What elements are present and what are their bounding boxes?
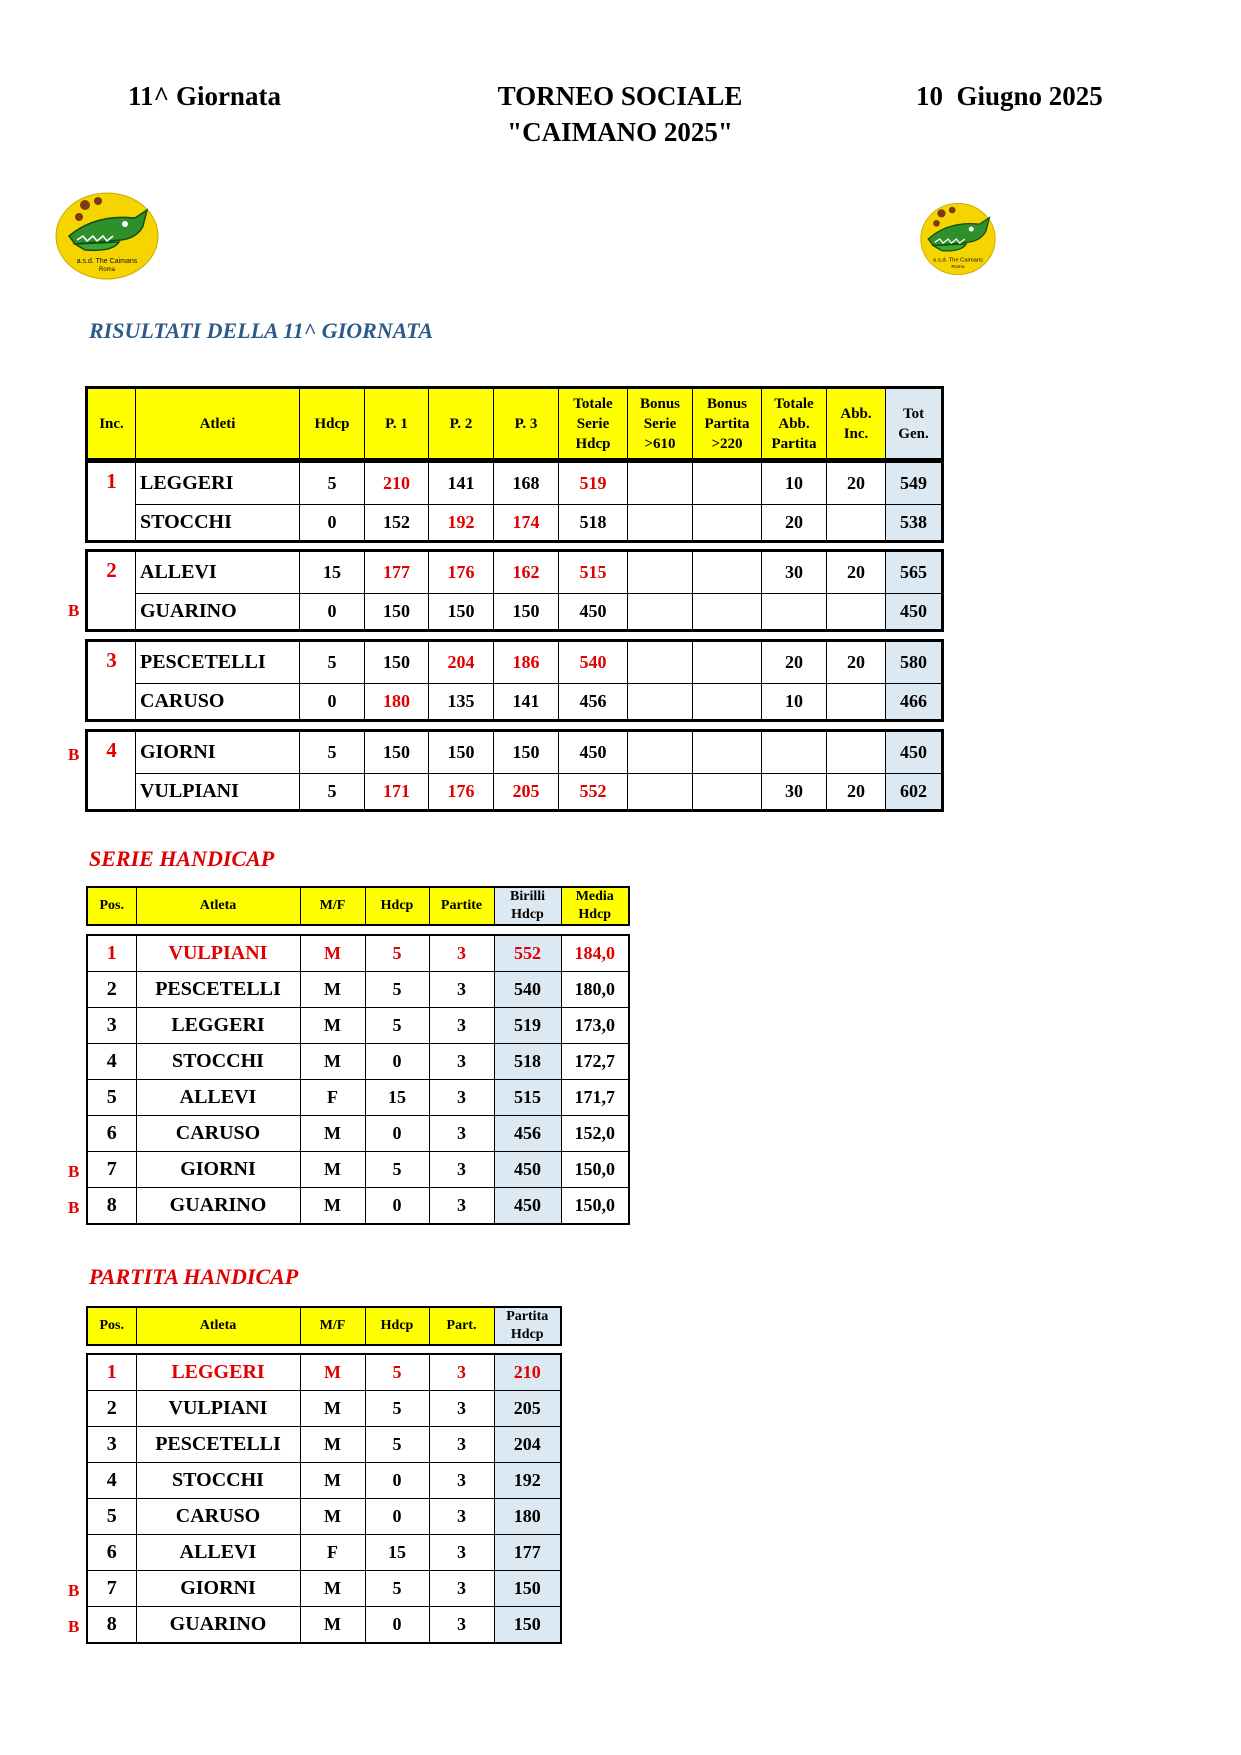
- logo-subtext: Roma: [98, 267, 116, 273]
- pos-value: 8: [87, 1188, 136, 1225]
- ranking-row: [87, 1188, 629, 1225]
- hdcp-value: 15: [300, 551, 365, 594]
- serie-header-table: [86, 886, 630, 926]
- pos-value: 6: [87, 1116, 136, 1152]
- athlete-name: CARUSO: [136, 683, 300, 720]
- birilli-value: 450: [494, 1152, 561, 1188]
- totale-abb-value: [762, 731, 827, 774]
- date-label: 10 Giugno 2025: [916, 81, 1103, 111]
- p2-value: 135: [429, 683, 494, 720]
- totale-serie-value: 456: [559, 683, 628, 720]
- athlete-name: STOCCHI: [136, 504, 300, 541]
- gender-value: F: [300, 1080, 365, 1116]
- partite-value: 3: [429, 1152, 494, 1188]
- serie-title: SERIE HANDICAP: [89, 846, 275, 871]
- tot-gen-value: 602: [886, 773, 943, 810]
- athlete-row: [87, 731, 943, 774]
- tot-gen-value: 450: [886, 731, 943, 774]
- athlete-name: GIORNI: [136, 1571, 300, 1607]
- abb-inc-value: 20: [827, 641, 886, 684]
- pos-value: 8: [87, 1607, 136, 1644]
- bonus-serie-value: [628, 641, 693, 684]
- col-atleti: Atleti: [136, 388, 300, 460]
- totale-abb-value: 30: [762, 773, 827, 810]
- bonus-serie-value: [628, 593, 693, 630]
- pos-value: 3: [87, 1427, 136, 1463]
- totale-serie-value: 515: [559, 551, 628, 594]
- gender-value: M: [300, 1499, 365, 1535]
- abb-inc-value: [827, 504, 886, 541]
- athlete-row: [87, 593, 943, 630]
- p2-value: 150: [429, 593, 494, 630]
- incontro-number: 2: [87, 551, 136, 594]
- athlete-name: GUARINO: [136, 1607, 300, 1644]
- ranking-row: [87, 1607, 561, 1644]
- athlete-row: [87, 641, 943, 684]
- col-abb-inc: Abb. Inc.: [827, 388, 886, 460]
- pos-value: 2: [87, 1391, 136, 1427]
- partita-value: 180: [494, 1499, 561, 1535]
- pos-value: 4: [87, 1044, 136, 1080]
- serie-col-birilli: Birilli Hdcp: [494, 887, 561, 925]
- incontro-table: [85, 729, 944, 812]
- birilli-value: 540: [494, 972, 561, 1008]
- athlete-name: PESCETELLI: [136, 972, 300, 1008]
- totale-serie-value: 450: [559, 731, 628, 774]
- hdcp-value: 5: [365, 1008, 429, 1044]
- media-value: 150,0: [561, 1152, 629, 1188]
- media-value: 152,0: [561, 1116, 629, 1152]
- partite-value: 3: [429, 1008, 494, 1044]
- partite-value: 3: [429, 1044, 494, 1080]
- totale-abb-value: [762, 593, 827, 630]
- athlete-name: ALLEVI: [136, 1080, 300, 1116]
- athlete-row: [87, 551, 943, 594]
- hdcp-value: 5: [300, 641, 365, 684]
- partita-col-pos: Pos.: [87, 1307, 136, 1345]
- p3-value: 141: [494, 683, 559, 720]
- pos-value: 2: [87, 972, 136, 1008]
- totale-serie-value: 540: [559, 641, 628, 684]
- ranking-row: [87, 1427, 561, 1463]
- b-marker: B: [68, 745, 80, 764]
- partita-value: 150: [494, 1607, 561, 1644]
- pos-value: 6: [87, 1535, 136, 1571]
- athlete-name: VULPIANI: [136, 1391, 300, 1427]
- athlete-name: GUARINO: [136, 1188, 300, 1225]
- gender-value: M: [300, 1391, 365, 1427]
- ranking-row: [87, 972, 629, 1008]
- p1-value: 150: [365, 593, 429, 630]
- athlete-name: STOCCHI: [136, 1044, 300, 1080]
- incontro-blank: [87, 593, 136, 630]
- athlete-name: GIORNI: [136, 1152, 300, 1188]
- athlete-name: STOCCHI: [136, 1463, 300, 1499]
- p1-value: 150: [365, 641, 429, 684]
- hdcp-value: 15: [365, 1080, 429, 1116]
- totale-serie-value: 552: [559, 773, 628, 810]
- col-p1: P. 1: [365, 388, 429, 460]
- ranking-row: [87, 1571, 561, 1607]
- partite-value: 3: [429, 972, 494, 1008]
- media-value: 172,7: [561, 1044, 629, 1080]
- partite-value: 3: [429, 1354, 494, 1391]
- tot-gen-value: 466: [886, 683, 943, 720]
- abb-inc-value: 20: [827, 551, 886, 594]
- b-marker: B: [68, 1161, 80, 1181]
- p2-value: 176: [429, 551, 494, 594]
- athlete-name: LEGGERI: [136, 462, 300, 505]
- p3-value: 162: [494, 551, 559, 594]
- abb-inc-value: 20: [827, 773, 886, 810]
- partita-header-table: [86, 1306, 562, 1346]
- birilli-value: 515: [494, 1080, 561, 1116]
- pos-value: 4: [87, 1463, 136, 1499]
- p3-value: 150: [494, 593, 559, 630]
- giornata-label: 11^ Giornata: [128, 81, 281, 111]
- partita-col-mf: M/F: [300, 1307, 365, 1345]
- bonus-partita-value: [693, 731, 762, 774]
- ranking-row: [87, 1463, 561, 1499]
- tot-gen-value: 565: [886, 551, 943, 594]
- col-p2: P. 2: [429, 388, 494, 460]
- ranking-row: [87, 1080, 629, 1116]
- partita-table: [86, 1353, 562, 1644]
- p2-value: 192: [429, 504, 494, 541]
- partite-value: 3: [429, 1571, 494, 1607]
- serie-col-hdcp: Hdcp: [365, 887, 429, 925]
- bonus-partita-value: [693, 504, 762, 541]
- athlete-name: ALLEVI: [136, 551, 300, 594]
- ranking-row: [87, 1008, 629, 1044]
- gender-value: M: [300, 1044, 365, 1080]
- serie-col-atleta: Atleta: [136, 887, 300, 925]
- partite-value: 3: [429, 1080, 494, 1116]
- athlete-name: LEGGERI: [136, 1354, 300, 1391]
- hdcp-value: 5: [365, 1571, 429, 1607]
- hdcp-value: 5: [365, 1354, 429, 1391]
- serie-col-media: Media Hdcp: [561, 887, 629, 925]
- p1-value: 152: [365, 504, 429, 541]
- partite-value: 3: [429, 935, 494, 972]
- media-value: 173,0: [561, 1008, 629, 1044]
- gender-value: M: [300, 1152, 365, 1188]
- gender-value: M: [300, 1571, 365, 1607]
- p2-value: 204: [429, 641, 494, 684]
- birilli-value: 552: [494, 935, 561, 972]
- abb-inc-value: 20: [827, 462, 886, 505]
- p1-value: 177: [365, 551, 429, 594]
- partita-value: 192: [494, 1463, 561, 1499]
- hdcp-value: 0: [365, 1116, 429, 1152]
- media-value: 150,0: [561, 1188, 629, 1225]
- abb-inc-value: [827, 731, 886, 774]
- bonus-partita-value: [693, 641, 762, 684]
- partita-col-val: Partita Hdcp: [494, 1307, 561, 1345]
- hdcp-value: 5: [300, 462, 365, 505]
- partita-col-hdcp: Hdcp: [365, 1307, 429, 1345]
- birilli-value: 519: [494, 1008, 561, 1044]
- partita-value: 177: [494, 1535, 561, 1571]
- ranking-row: [87, 1499, 561, 1535]
- col-bonus-serie: Bonus Serie >610: [628, 388, 693, 460]
- p1-value: 171: [365, 773, 429, 810]
- incontro-table: [85, 549, 944, 632]
- col-totale-serie: Totale Serie Hdcp: [559, 388, 628, 460]
- pos-value: 5: [87, 1080, 136, 1116]
- b-marker: B: [68, 1580, 80, 1600]
- title-line-1: TORNEO SOCIALE: [497, 81, 743, 111]
- tournament-title: [420, 78, 820, 150]
- risultati-header-table: [85, 386, 944, 461]
- partite-value: 3: [429, 1463, 494, 1499]
- crocodile-logo-left: [55, 192, 159, 280]
- logo-text: a.s.d. The Caimans: [933, 257, 983, 264]
- hdcp-value: 0: [365, 1463, 429, 1499]
- incontro-number: 3: [87, 641, 136, 684]
- partita-value: 150: [494, 1571, 561, 1607]
- hdcp-value: 0: [365, 1188, 429, 1225]
- bonus-serie-value: [628, 773, 693, 810]
- ranking-row: [87, 1044, 629, 1080]
- col-bonus-partita: Bonus Partita >220: [693, 388, 762, 460]
- totale-abb-value: 30: [762, 551, 827, 594]
- athlete-name: VULPIANI: [136, 773, 300, 810]
- gender-value: M: [300, 1354, 365, 1391]
- ranking-row: [87, 1535, 561, 1571]
- pos-value: 5: [87, 1499, 136, 1535]
- incontro-table: [85, 639, 944, 722]
- partite-value: 3: [429, 1607, 494, 1644]
- bonus-serie-value: [628, 504, 693, 541]
- serie-col-mf: M/F: [300, 887, 365, 925]
- p2-value: 176: [429, 773, 494, 810]
- totale-abb-value: 10: [762, 462, 827, 505]
- hdcp-value: 5: [365, 1391, 429, 1427]
- hdcp-value: 5: [365, 972, 429, 1008]
- bonus-serie-value: [628, 551, 693, 594]
- partita-col-part: Part.: [429, 1307, 494, 1345]
- incontro-number: 4: [87, 731, 136, 774]
- hdcp-value: 0: [300, 504, 365, 541]
- serie-table: [86, 934, 630, 1225]
- ranking-row: [87, 1354, 561, 1391]
- media-value: 171,7: [561, 1080, 629, 1116]
- partita-title: PARTITA HANDICAP: [89, 1264, 299, 1289]
- athlete-row: [87, 504, 943, 541]
- athlete-row: [87, 773, 943, 810]
- bonus-serie-value: [628, 731, 693, 774]
- hdcp-value: 15: [365, 1535, 429, 1571]
- hdcp-value: 0: [365, 1044, 429, 1080]
- p1-value: 150: [365, 731, 429, 774]
- partita-value: 204: [494, 1427, 561, 1463]
- bonus-partita-value: [693, 593, 762, 630]
- pos-value: 7: [87, 1571, 136, 1607]
- bonus-serie-value: [628, 462, 693, 505]
- hdcp-value: 5: [300, 773, 365, 810]
- hdcp-value: 5: [365, 1152, 429, 1188]
- partita-col-atleta: Atleta: [136, 1307, 300, 1345]
- totale-serie-value: 450: [559, 593, 628, 630]
- b-marker: B: [68, 1198, 80, 1218]
- athlete-name: PESCETELLI: [136, 641, 300, 684]
- hdcp-value: 0: [365, 1499, 429, 1535]
- athlete-name: GIORNI: [136, 731, 300, 774]
- athlete-row: [87, 462, 943, 505]
- hdcp-value: 5: [300, 731, 365, 774]
- totale-serie-value: 518: [559, 504, 628, 541]
- pos-value: 1: [87, 1354, 136, 1391]
- p1-value: 180: [365, 683, 429, 720]
- partite-value: 3: [429, 1188, 494, 1225]
- media-value: 184,0: [561, 935, 629, 972]
- p3-value: 168: [494, 462, 559, 505]
- logo-subtext: Roma: [951, 264, 965, 270]
- p3-value: 174: [494, 504, 559, 541]
- athlete-name: PESCETELLI: [136, 1427, 300, 1463]
- gender-value: M: [300, 1188, 365, 1225]
- serie-col-partite: Partite: [429, 887, 494, 925]
- tot-gen-value: 450: [886, 593, 943, 630]
- partita-value: 205: [494, 1391, 561, 1427]
- athlete-name: VULPIANI: [136, 935, 300, 972]
- tot-gen-value: 538: [886, 504, 943, 541]
- partite-value: 3: [429, 1499, 494, 1535]
- abb-inc-value: [827, 683, 886, 720]
- p2-value: 141: [429, 462, 494, 505]
- abb-inc-value: [827, 593, 886, 630]
- p3-value: 205: [494, 773, 559, 810]
- col-totale-abb: Totale Abb. Partita: [762, 388, 827, 460]
- b-marker: B: [68, 1617, 80, 1637]
- totale-serie-value: 519: [559, 462, 628, 505]
- totale-abb-value: 20: [762, 504, 827, 541]
- tot-gen-value: 549: [886, 462, 943, 505]
- bonus-partita-value: [693, 773, 762, 810]
- pos-value: 1: [87, 935, 136, 972]
- logo-text: a.s.d. The Caimans: [76, 258, 138, 265]
- ranking-row: [87, 1116, 629, 1152]
- p3-value: 150: [494, 731, 559, 774]
- col-p3: P. 3: [494, 388, 559, 460]
- col-hdcp: Hdcp: [300, 388, 365, 460]
- athlete-row: [87, 683, 943, 720]
- partita-value: 210: [494, 1354, 561, 1391]
- athlete-name: CARUSO: [136, 1499, 300, 1535]
- athlete-name: ALLEVI: [136, 1535, 300, 1571]
- hdcp-value: 0: [365, 1607, 429, 1644]
- hdcp-value: 5: [365, 1427, 429, 1463]
- totale-abb-value: 10: [762, 683, 827, 720]
- incontro-table: [85, 460, 944, 543]
- gender-value: M: [300, 1008, 365, 1044]
- totale-abb-value: 20: [762, 641, 827, 684]
- incontro-number: 1: [87, 462, 136, 505]
- b-marker: B: [68, 601, 80, 620]
- birilli-value: 456: [494, 1116, 561, 1152]
- incontro-blank: [87, 773, 136, 810]
- pos-value: 3: [87, 1008, 136, 1044]
- gender-value: F: [300, 1535, 365, 1571]
- ranking-row: [87, 1152, 629, 1188]
- media-value: 180,0: [561, 972, 629, 1008]
- bonus-serie-value: [628, 683, 693, 720]
- incontro-blank: [87, 683, 136, 720]
- p1-value: 210: [365, 462, 429, 505]
- gender-value: M: [300, 1607, 365, 1644]
- serie-col-pos: Pos.: [87, 887, 136, 925]
- partite-value: 3: [429, 1535, 494, 1571]
- pos-value: 7: [87, 1152, 136, 1188]
- col-inc: Inc.: [87, 388, 136, 460]
- ranking-row: [87, 935, 629, 972]
- hdcp-value: 0: [300, 593, 365, 630]
- gender-value: M: [300, 1463, 365, 1499]
- p3-value: 186: [494, 641, 559, 684]
- risultati-title: RISULTATI DELLA 11^ GIORNATA: [89, 318, 434, 343]
- hdcp-value: 0: [300, 683, 365, 720]
- athlete-name: GUARINO: [136, 593, 300, 630]
- partite-value: 3: [429, 1116, 494, 1152]
- bonus-partita-value: [693, 551, 762, 594]
- gender-value: M: [300, 1427, 365, 1463]
- bonus-partita-value: [693, 462, 762, 505]
- hdcp-value: 5: [365, 935, 429, 972]
- athlete-name: LEGGERI: [136, 1008, 300, 1044]
- partite-value: 3: [429, 1391, 494, 1427]
- gender-value: M: [300, 1116, 365, 1152]
- partite-value: 3: [429, 1427, 494, 1463]
- ranking-row: [87, 1391, 561, 1427]
- title-line-2: "CAIMANO 2025": [507, 117, 733, 147]
- p2-value: 150: [429, 731, 494, 774]
- birilli-value: 518: [494, 1044, 561, 1080]
- birilli-value: 450: [494, 1188, 561, 1225]
- bonus-partita-value: [693, 683, 762, 720]
- gender-value: M: [300, 972, 365, 1008]
- crocodile-logo-right: [915, 196, 1001, 282]
- tot-gen-value: 580: [886, 641, 943, 684]
- col-tot-gen: Tot Gen.: [886, 388, 943, 460]
- incontro-blank: [87, 504, 136, 541]
- gender-value: M: [300, 935, 365, 972]
- athlete-name: CARUSO: [136, 1116, 300, 1152]
